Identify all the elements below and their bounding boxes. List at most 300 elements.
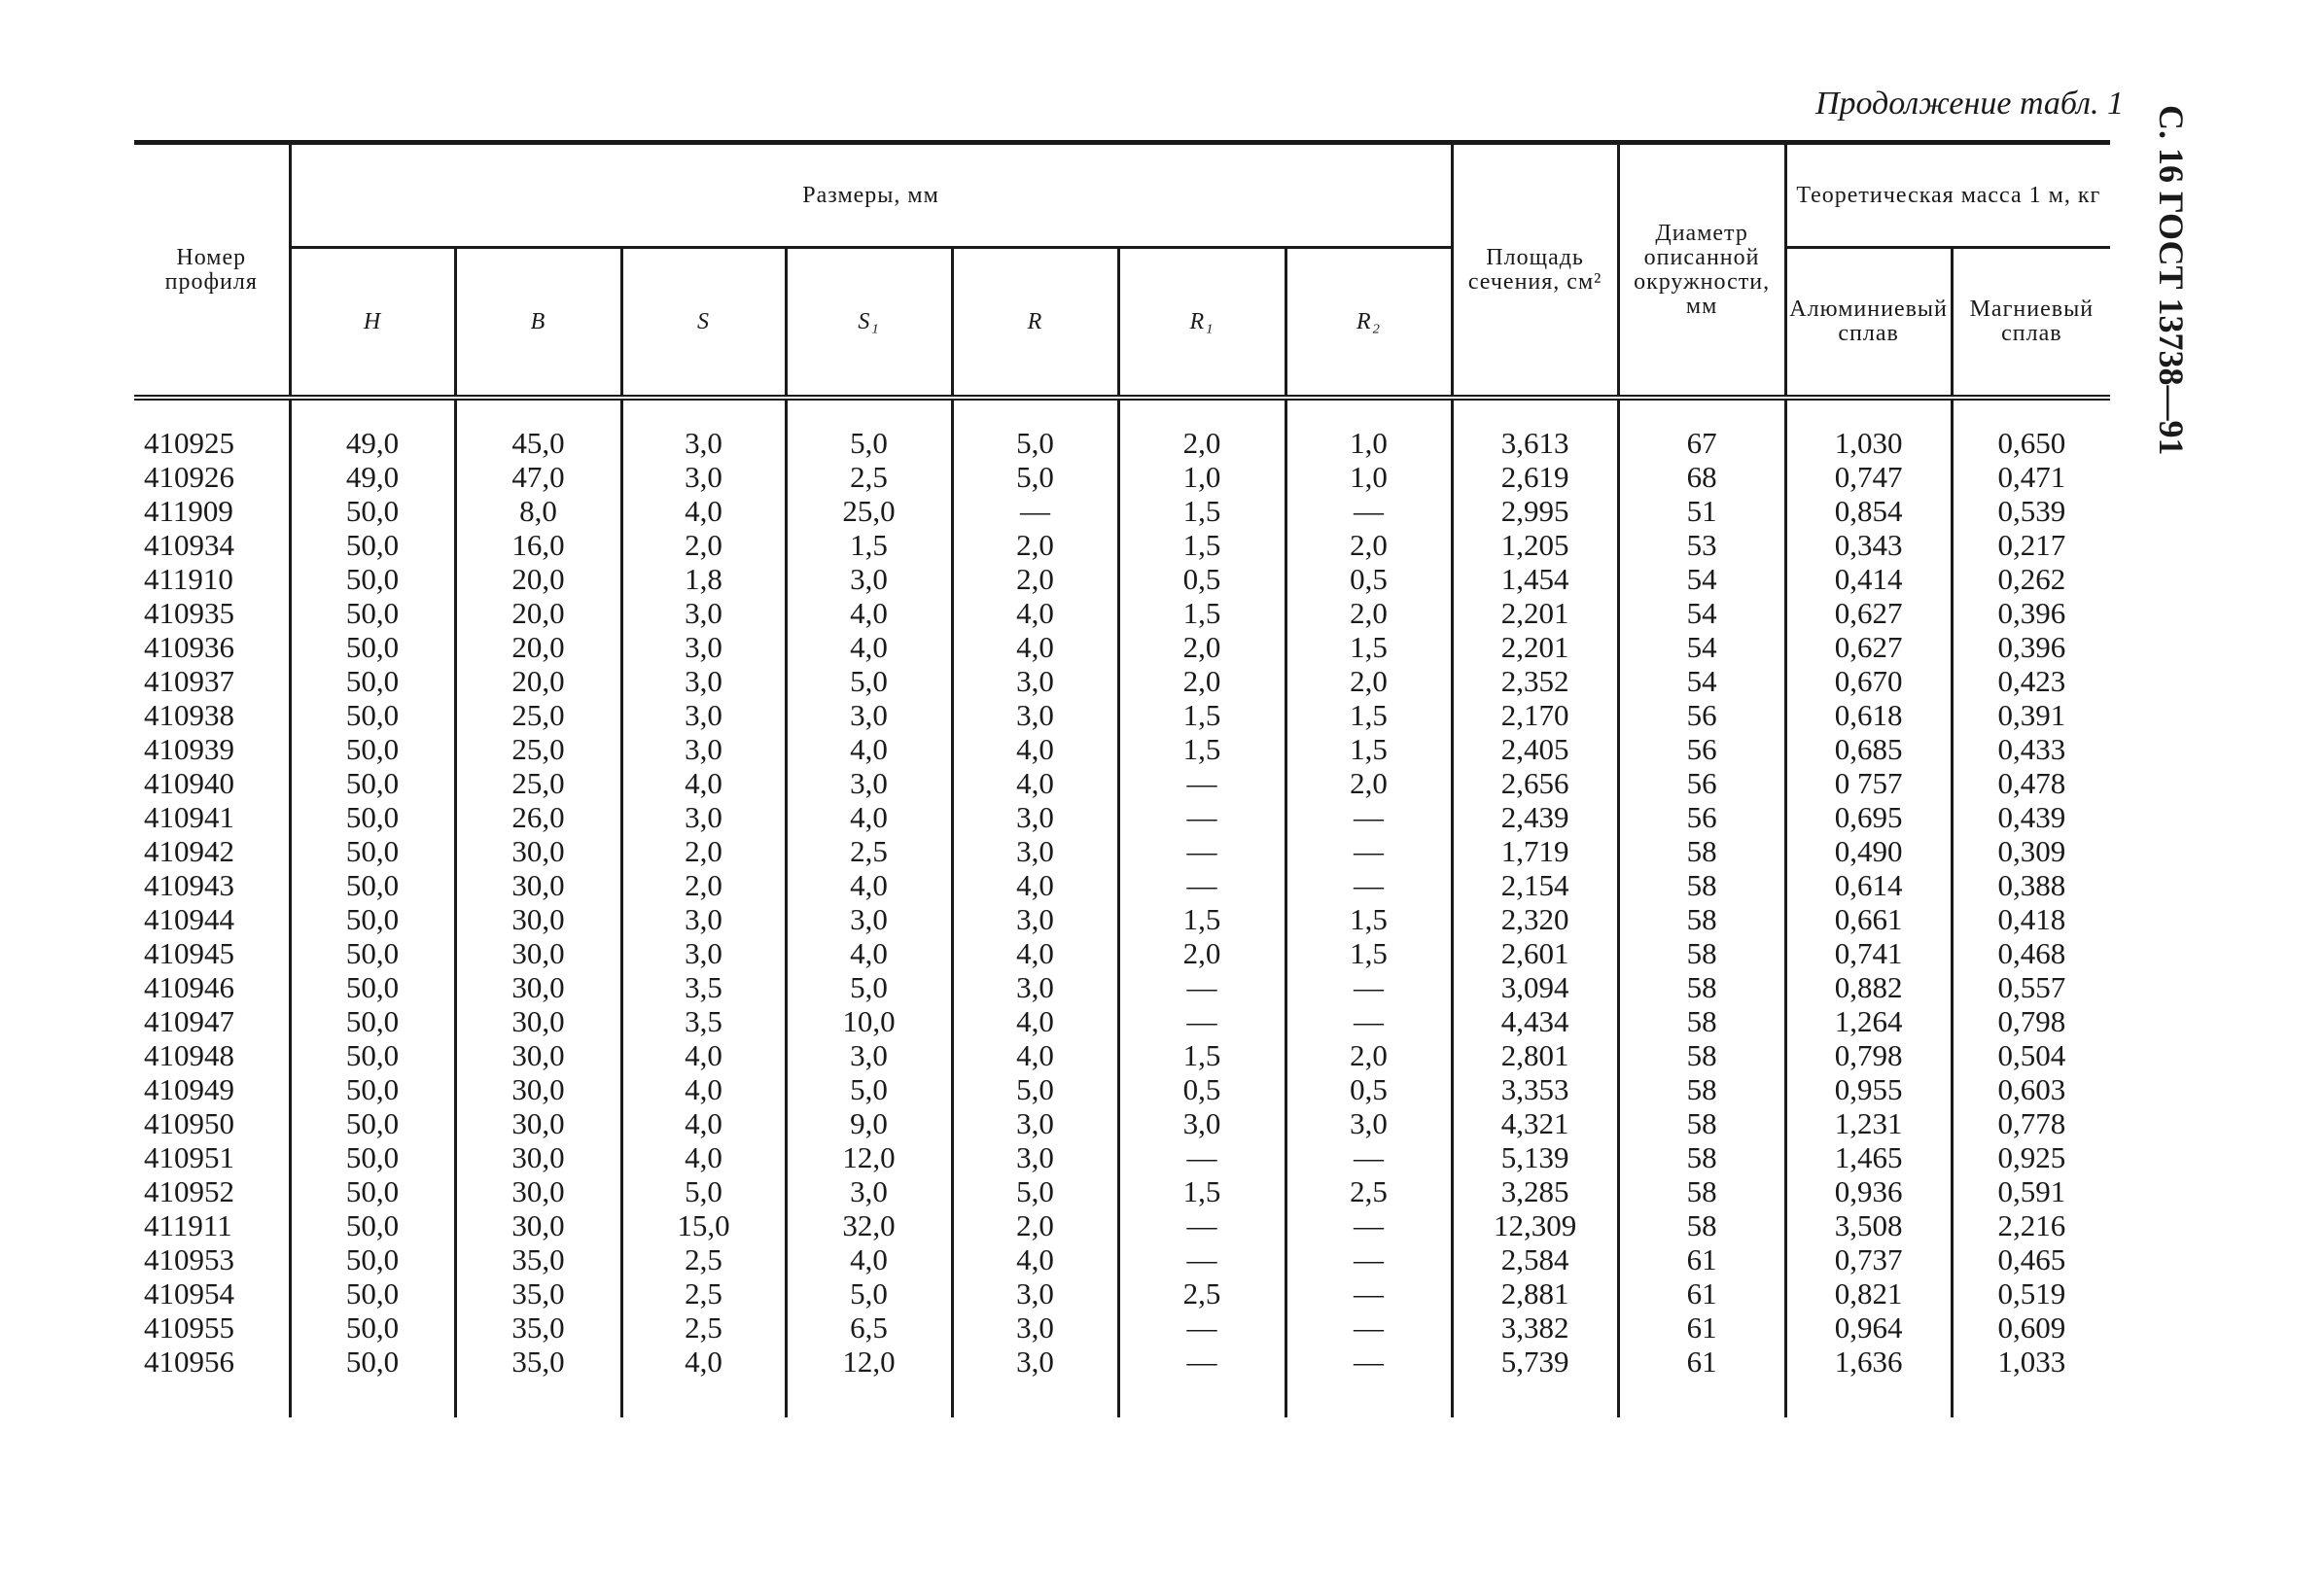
diameter-cell: 54: [1618, 630, 1785, 664]
diameter-cell: 58: [1618, 1072, 1785, 1106]
r-cell: 3,0: [952, 1140, 1118, 1174]
aluminum-mass-cell: 0,414: [1785, 562, 1952, 596]
table-row: [134, 1310, 2110, 1345]
diameter-cell: 58: [1618, 1140, 1785, 1174]
h-cell: 49,0: [290, 426, 455, 460]
b-cell: 20,0: [455, 664, 621, 698]
h-cell: 50,0: [290, 766, 455, 800]
table-row: [134, 1004, 2110, 1038]
h-cell: 50,0: [290, 800, 455, 834]
r1-cell: 2,0: [1118, 630, 1285, 664]
h-cell: 50,0: [290, 698, 455, 732]
diameter-cell: 58: [1618, 834, 1785, 868]
h-cell: 50,0: [290, 1038, 455, 1072]
b-cell: 30,0: [455, 936, 621, 970]
area-cell: 4,321: [1452, 1106, 1618, 1140]
s-cell: 3,0: [621, 902, 786, 936]
r-cell: 3,0: [952, 902, 1118, 936]
magnesium-mass-cell: 0,433: [1952, 732, 2110, 766]
s1-cell: 3,0: [786, 698, 952, 732]
b-cell: 20,0: [455, 630, 621, 664]
b-cell: 16,0: [455, 528, 621, 562]
b-cell: 30,0: [455, 1174, 621, 1208]
b-cell: 47,0: [455, 460, 621, 494]
diameter-cell: 68: [1618, 460, 1785, 494]
diameter-cell: 56: [1618, 732, 1785, 766]
r-cell: 4,0: [952, 1242, 1118, 1276]
profile-number-cell: 410956: [144, 1345, 234, 1379]
s-cell: 3,0: [621, 596, 786, 630]
aluminum-mass-cell: 0,936: [1785, 1174, 1952, 1208]
b-cell: 30,0: [455, 868, 621, 902]
diameter-cell: 54: [1618, 562, 1785, 596]
r1-cell: 1,5: [1118, 698, 1285, 732]
b-header: B: [455, 248, 621, 399]
s1-cell: 3,0: [786, 1174, 952, 1208]
profiles-table: [134, 140, 2110, 1417]
s-cell: 4,0: [621, 1072, 786, 1106]
r2-cell: —: [1285, 1345, 1452, 1379]
magnesium-mass-cell: 0,798: [1952, 1004, 2110, 1038]
area-cell: 1,454: [1452, 562, 1618, 596]
table-row: [134, 426, 2110, 460]
r-cell: 4,0: [952, 630, 1118, 664]
area-cell: 2,320: [1452, 902, 1618, 936]
magnesium-mass-cell: 0,396: [1952, 596, 2110, 630]
magnesium-mass-cell: 0,478: [1952, 766, 2110, 800]
r2-cell: —: [1285, 1004, 1452, 1038]
b-cell: 25,0: [455, 698, 621, 732]
r-cell: 2,0: [952, 1208, 1118, 1242]
b-cell: 30,0: [455, 1140, 621, 1174]
b-cell: 35,0: [455, 1310, 621, 1345]
profile-number-cell: 411910: [144, 562, 233, 596]
profile-number-cell: 410937: [144, 664, 234, 698]
r2-cell: —: [1285, 494, 1452, 528]
r-cell: 4,0: [952, 1038, 1118, 1072]
area-cell: 3,382: [1452, 1310, 1618, 1345]
s-cell: 4,0: [621, 1038, 786, 1072]
r2-cell: 1,5: [1285, 630, 1452, 664]
area-cell: 3,094: [1452, 970, 1618, 1004]
h-cell: 50,0: [290, 664, 455, 698]
profile-number-cell: 410945: [144, 936, 234, 970]
r2-cell: —: [1285, 1140, 1452, 1174]
r2-cell: 1,5: [1285, 902, 1452, 936]
aluminum-mass-cell: 0 757: [1785, 766, 1952, 800]
area-cell: 5,739: [1452, 1345, 1618, 1379]
r-cell: 3,0: [952, 1106, 1118, 1140]
magnesium-mass-cell: 1,033: [1952, 1345, 2110, 1379]
h-cell: 50,0: [290, 732, 455, 766]
r1-cell: 2,5: [1118, 1276, 1285, 1310]
r1-cell: 2,0: [1118, 664, 1285, 698]
r1-cell: —: [1118, 834, 1285, 868]
aluminum-mass-cell: 3,508: [1785, 1208, 1952, 1242]
diameter-cell: 58: [1618, 1174, 1785, 1208]
aluminum-mass-cell: 1,231: [1785, 1106, 1952, 1140]
h-cell: 50,0: [290, 1174, 455, 1208]
r1-cell: —: [1118, 1208, 1285, 1242]
table-row: [134, 868, 2110, 902]
s1-cell: 5,0: [786, 970, 952, 1004]
spacer-row: [134, 1379, 2110, 1417]
aluminum-mass-cell: 1,030: [1785, 426, 1952, 460]
aluminum-mass-cell: 0,854: [1785, 494, 1952, 528]
magnesium-mass-cell: 0,423: [1952, 664, 2110, 698]
profile-number-cell: 410925: [144, 426, 234, 460]
r1-cell: 3,0: [1118, 1106, 1285, 1140]
s1-cell: 3,0: [786, 562, 952, 596]
magnesium-mass-cell: 0,465: [1952, 1242, 2110, 1276]
r-cell: 3,0: [952, 1345, 1118, 1379]
diameter-cell: 61: [1618, 1242, 1785, 1276]
aluminum-mass-cell: 0,955: [1785, 1072, 1952, 1106]
h-cell: 50,0: [290, 1140, 455, 1174]
table-row: [134, 460, 2110, 494]
s1-header: S₁: [786, 248, 952, 399]
r2-cell: 2,0: [1285, 664, 1452, 698]
area-cell: 12,309: [1452, 1208, 1618, 1242]
profile-number-cell: 410936: [144, 630, 234, 664]
profile-number-cell: 410949: [144, 1072, 234, 1106]
r2-cell: 3,0: [1285, 1106, 1452, 1140]
table-row: [134, 1208, 2110, 1242]
b-cell: 35,0: [455, 1345, 621, 1379]
page-standard-label: [2149, 97, 2207, 486]
h-cell: 50,0: [290, 596, 455, 630]
s1-cell: 32,0: [786, 1208, 952, 1242]
h-cell: 50,0: [290, 494, 455, 528]
profile-number-cell: 410948: [144, 1038, 234, 1072]
h-cell: 50,0: [290, 1276, 455, 1310]
b-cell: 35,0: [455, 1242, 621, 1276]
aluminum-mass-cell: 0,964: [1785, 1310, 1952, 1345]
magnesium-mass-cell: 0,609: [1952, 1310, 2110, 1345]
magnesium-mass-cell: 0,650: [1952, 426, 2110, 460]
magnesium-mass-cell: 0,418: [1952, 902, 2110, 936]
h-cell: 50,0: [290, 1072, 455, 1106]
aluminum-mass-cell: 0,670: [1785, 664, 1952, 698]
r1-cell: 0,5: [1118, 1072, 1285, 1106]
table-body: [134, 398, 2110, 1417]
table-row: [134, 1106, 2110, 1140]
b-cell: 30,0: [455, 1004, 621, 1038]
magnesium-mass-cell: 0,778: [1952, 1106, 2110, 1140]
r2-cell: —: [1285, 800, 1452, 834]
s1-cell: 3,0: [786, 902, 952, 936]
area-cell: 2,154: [1452, 868, 1618, 902]
profile-number-cell: 410942: [144, 834, 234, 868]
b-cell: 30,0: [455, 1038, 621, 1072]
r2-cell: 1,5: [1285, 732, 1452, 766]
h-cell: 50,0: [290, 1106, 455, 1140]
s-cell: 3,0: [621, 664, 786, 698]
profile-number-cell: 411909: [144, 494, 233, 528]
r1-cell: 1,5: [1118, 732, 1285, 766]
s1-cell: 5,0: [786, 664, 952, 698]
r2-cell: 1,5: [1285, 698, 1452, 732]
h-cell: 50,0: [290, 834, 455, 868]
profile-number-cell: 411911: [144, 1208, 232, 1242]
magnesium-mass-cell: 0,391: [1952, 698, 2110, 732]
aluminum-mass-cell: 0,618: [1785, 698, 1952, 732]
profile-number-header: Номер профиля: [134, 143, 290, 399]
area-cell: 2,995: [1452, 494, 1618, 528]
h-cell: 50,0: [290, 528, 455, 562]
s-cell: 2,5: [621, 1276, 786, 1310]
s-cell: 4,0: [621, 1345, 786, 1379]
table-row: [134, 970, 2110, 1004]
s-cell: 2,0: [621, 834, 786, 868]
s1-cell: 3,0: [786, 1038, 952, 1072]
r2-cell: 2,0: [1285, 766, 1452, 800]
b-cell: 45,0: [455, 426, 621, 460]
magnesium-mass-cell: 0,471: [1952, 460, 2110, 494]
area-cell: 2,170: [1452, 698, 1618, 732]
area-cell: 3,285: [1452, 1174, 1618, 1208]
profile-number-cell: 410946: [144, 970, 234, 1004]
r2-cell: —: [1285, 970, 1452, 1004]
r1-cell: —: [1118, 1310, 1285, 1345]
diameter-cell: 58: [1618, 1208, 1785, 1242]
b-cell: 26,0: [455, 800, 621, 834]
r1-cell: 1,5: [1118, 528, 1285, 562]
h-header: H: [290, 248, 455, 399]
b-cell: 30,0: [455, 1208, 621, 1242]
r1-cell: —: [1118, 1345, 1285, 1379]
r-cell: 2,0: [952, 562, 1118, 596]
r1-cell: 1,5: [1118, 1038, 1285, 1072]
area-cell: 2,439: [1452, 800, 1618, 834]
h-cell: 50,0: [290, 1242, 455, 1276]
profile-number-cell: 410954: [144, 1276, 234, 1310]
magnesium-mass-cell: 0,388: [1952, 868, 2110, 902]
s1-cell: 3,0: [786, 766, 952, 800]
magnesium-mass-cell: 0,396: [1952, 630, 2110, 664]
diameter-cell: 56: [1618, 766, 1785, 800]
s1-cell: 4,0: [786, 732, 952, 766]
r2-cell: 1,0: [1285, 460, 1452, 494]
dimensions-header: Размеры, мм: [290, 143, 1452, 248]
diameter-cell: 56: [1618, 698, 1785, 732]
area-cell: 2,201: [1452, 596, 1618, 630]
profile-number-cell: 410953: [144, 1242, 234, 1276]
r1-cell: —: [1118, 1140, 1285, 1174]
b-cell: 30,0: [455, 834, 621, 868]
b-cell: 30,0: [455, 1106, 621, 1140]
table-row: [134, 1242, 2110, 1276]
spacer-row: [134, 398, 2110, 426]
s1-cell: 5,0: [786, 426, 952, 460]
r2-cell: 1,5: [1285, 936, 1452, 970]
table-continuation-caption: Продолжение табл. 1: [1814, 86, 2124, 122]
magnesium-mass-cell: 0,539: [1952, 494, 2110, 528]
r-cell: 4,0: [952, 868, 1118, 902]
r-cell: 3,0: [952, 800, 1118, 834]
r1-cell: —: [1118, 800, 1285, 834]
s-cell: 4,0: [621, 766, 786, 800]
aluminum-mass-cell: 1,636: [1785, 1345, 1952, 1379]
b-cell: 25,0: [455, 732, 621, 766]
aluminum-mass-cell: 0,798: [1785, 1038, 1952, 1072]
aluminum-mass-cell: 0,490: [1785, 834, 1952, 868]
h-cell: 50,0: [290, 1208, 455, 1242]
table-row: [134, 1072, 2110, 1106]
s1-cell: 25,0: [786, 494, 952, 528]
magnesium-mass-cell: 0,309: [1952, 834, 2110, 868]
diameter-cell: 58: [1618, 936, 1785, 970]
r-cell: 4,0: [952, 766, 1118, 800]
table-row: [134, 698, 2110, 732]
r-cell: 5,0: [952, 1174, 1118, 1208]
diameter-cell: 61: [1618, 1276, 1785, 1310]
magnesium-mass-cell: 0,925: [1952, 1140, 2110, 1174]
s-cell: 3,5: [621, 1004, 786, 1038]
r-cell: —: [952, 494, 1118, 528]
s-cell: 3,0: [621, 732, 786, 766]
r-cell: 3,0: [952, 1310, 1118, 1345]
s-cell: 3,0: [621, 460, 786, 494]
diameter-cell: 58: [1618, 1004, 1785, 1038]
aluminum-alloy-header: Алюминиевый сплав: [1785, 248, 1952, 399]
diameter-cell: 58: [1618, 902, 1785, 936]
profile-number-cell: 410935: [144, 596, 234, 630]
s-cell: 3,0: [621, 630, 786, 664]
aluminum-mass-cell: 0,882: [1785, 970, 1952, 1004]
diameter-cell: 58: [1618, 868, 1785, 902]
r1-cell: 1,5: [1118, 902, 1285, 936]
r2-header: R₂: [1285, 248, 1452, 399]
area-cell: 2,584: [1452, 1242, 1618, 1276]
r1-cell: 2,0: [1118, 426, 1285, 460]
area-cell: 2,619: [1452, 460, 1618, 494]
s-cell: 2,5: [621, 1310, 786, 1345]
r1-cell: —: [1118, 766, 1285, 800]
table-row: [134, 664, 2110, 698]
h-cell: 50,0: [290, 562, 455, 596]
s1-cell: 2,5: [786, 834, 952, 868]
r1-cell: 1,5: [1118, 494, 1285, 528]
table-row: [134, 1174, 2110, 1208]
s-cell: 4,0: [621, 1140, 786, 1174]
r2-cell: —: [1285, 868, 1452, 902]
profile-number-cell: 410950: [144, 1106, 234, 1140]
magnesium-alloy-header: Магниевый сплав: [1952, 248, 2110, 399]
r-cell: 3,0: [952, 698, 1118, 732]
r1-header: R₁: [1118, 248, 1285, 399]
table-row: [134, 1276, 2110, 1310]
r-cell: 3,0: [952, 970, 1118, 1004]
h-cell: 50,0: [290, 1310, 455, 1345]
table-row: [134, 562, 2110, 596]
s1-cell: 9,0: [786, 1106, 952, 1140]
s1-cell: 5,0: [786, 1276, 952, 1310]
s-cell: 15,0: [621, 1208, 786, 1242]
diameter-cell: 58: [1618, 1106, 1785, 1140]
s-cell: 3,0: [621, 800, 786, 834]
s1-cell: 1,5: [786, 528, 952, 562]
table-row: [134, 630, 2110, 664]
s1-cell: 4,0: [786, 596, 952, 630]
r1-cell: —: [1118, 1004, 1285, 1038]
area-cell: 2,201: [1452, 630, 1618, 664]
r-header: R: [952, 248, 1118, 399]
area-cell: 3,353: [1452, 1072, 1618, 1106]
s1-cell: 5,0: [786, 1072, 952, 1106]
area-cell: 5,139: [1452, 1140, 1618, 1174]
area-cell: 2,352: [1452, 664, 1618, 698]
h-cell: 49,0: [290, 460, 455, 494]
s-cell: 3,0: [621, 426, 786, 460]
table-row: [134, 766, 2110, 800]
mass-header: Теоретическая масса 1 м, кг: [1785, 143, 2110, 248]
r-cell: 5,0: [952, 426, 1118, 460]
h-cell: 50,0: [290, 868, 455, 902]
table-row: [134, 1038, 2110, 1072]
r1-cell: 1,5: [1118, 596, 1285, 630]
aluminum-mass-cell: 0,741: [1785, 936, 1952, 970]
diameter-cell: 58: [1618, 1038, 1785, 1072]
s-header: S: [621, 248, 786, 399]
s-cell: 3,0: [621, 936, 786, 970]
s1-cell: 2,5: [786, 460, 952, 494]
profile-number-cell: 410941: [144, 800, 234, 834]
r-cell: 5,0: [952, 1072, 1118, 1106]
table-row: [134, 936, 2110, 970]
profile-number-cell: 410939: [144, 732, 234, 766]
s-cell: 3,5: [621, 970, 786, 1004]
r2-cell: 2,5: [1285, 1174, 1452, 1208]
s-cell: 2,0: [621, 868, 786, 902]
r2-cell: —: [1285, 1242, 1452, 1276]
s1-cell: 4,0: [786, 630, 952, 664]
header-row-top: [134, 143, 2110, 248]
magnesium-mass-cell: 0,439: [1952, 800, 2110, 834]
magnesium-mass-cell: 0,603: [1952, 1072, 2110, 1106]
s1-cell: 10,0: [786, 1004, 952, 1038]
aluminum-mass-cell: 0,661: [1785, 902, 1952, 936]
profile-number-cell: 410926: [144, 460, 234, 494]
h-cell: 50,0: [290, 902, 455, 936]
diameter-cell: 51: [1618, 494, 1785, 528]
r2-cell: —: [1285, 834, 1452, 868]
h-cell: 50,0: [290, 970, 455, 1004]
b-cell: 20,0: [455, 562, 621, 596]
b-cell: 8,0: [455, 494, 621, 528]
diameter-cell: 56: [1618, 800, 1785, 834]
magnesium-mass-cell: 0,591: [1952, 1174, 2110, 1208]
r-cell: 3,0: [952, 664, 1118, 698]
magnesium-mass-cell: 0,468: [1952, 936, 2110, 970]
r2-cell: 2,0: [1285, 1038, 1452, 1072]
r2-cell: —: [1285, 1276, 1452, 1310]
diameter-cell: 61: [1618, 1310, 1785, 1345]
profile-number-cell: 410943: [144, 868, 234, 902]
r-cell: 4,0: [952, 936, 1118, 970]
profile-number-cell: 410952: [144, 1174, 234, 1208]
r-cell: 3,0: [952, 1276, 1118, 1310]
area-cell: 2,801: [1452, 1038, 1618, 1072]
r2-cell: —: [1285, 1310, 1452, 1345]
r1-cell: 2,0: [1118, 936, 1285, 970]
s1-cell: 12,0: [786, 1345, 952, 1379]
s1-cell: 4,0: [786, 800, 952, 834]
aluminum-mass-cell: 1,465: [1785, 1140, 1952, 1174]
s-cell: 5,0: [621, 1174, 786, 1208]
profile-number-cell: 410940: [144, 766, 234, 800]
standard-label-text: С. 16 ГОСТ 13738—91: [2152, 105, 2191, 456]
